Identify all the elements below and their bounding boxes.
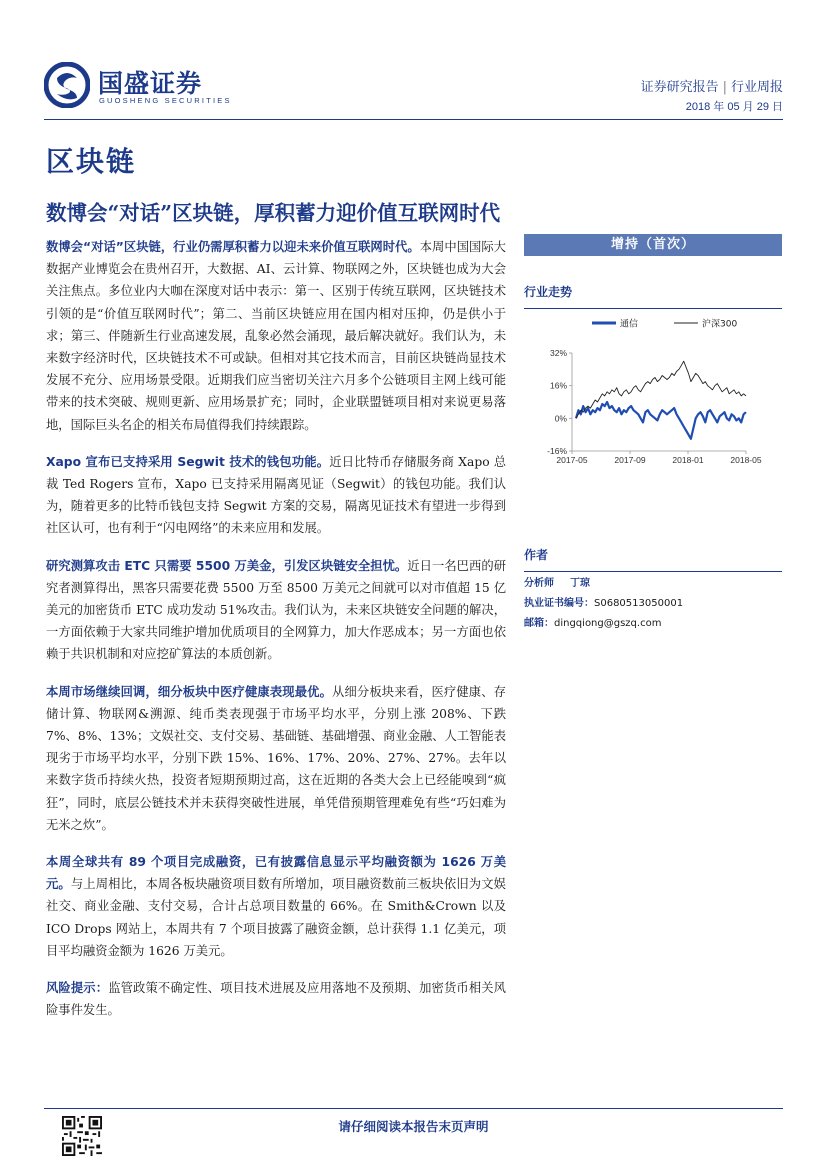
footer-divider bbox=[44, 1108, 783, 1109]
analyst-row bbox=[524, 575, 782, 592]
company-logo bbox=[44, 62, 234, 110]
trend-chart-svg bbox=[524, 313, 782, 463]
paragraph-xapo bbox=[46, 451, 506, 540]
paragraph-body: 从细分板块来看，医疗健康、存储计算、物联网&溯源、纯币类表现强于市场平均水平，分别上涨 208%、下跌 7%、8%、13%；文娱社交、支付交易、基础链、基础增强、商业金融、人工智能表现劣于市场平均水平，分别下跌 15%、16%、17%、20%、27%、27%。去年以来数字货币持续火热，投资者短期预期过高，这在近期的各类大会上已经能嗅到“疯狂”，同时，底层公链技术并未获得突破性进展，单凭借预期管理难免有些“巧妇难为无米之炊”。 bbox=[46, 684, 506, 832]
analyst-label: 分析师 bbox=[524, 578, 554, 589]
legend-label: 沪深300 bbox=[702, 319, 738, 330]
x-tick-label: 2018-01 bbox=[672, 455, 704, 463]
email-address[interactable]: dingqiong@gszq.com bbox=[554, 618, 662, 629]
paragraph-summary bbox=[46, 236, 506, 436]
paragraph-body: 近日一名巴西的研究者测算得出，黑客只需要花费 5500 万至 8500 万美元之间就可以对市值超 15 亿美元的加密货币 ETC 成功发动 51%攻击。我们认为，未来区块链安全问题的解决，一方面依赖于大家共同维护增加优质项目的全网算力，加大作恶成本；另一方面也依赖于共识机制和对应挖矿算法的本质创新。 bbox=[46, 558, 506, 662]
paragraph-market bbox=[46, 681, 506, 836]
y-tick-label: 16% bbox=[549, 380, 567, 391]
paragraph-lead: 研究测算攻击 ETC 只需要 5500 万美金，引发区块链安全担忧。 bbox=[46, 558, 408, 573]
report-type-label: 证券研究报告 bbox=[640, 80, 719, 95]
analyst-name: 丁琼 bbox=[570, 578, 590, 589]
email-label: 邮箱： bbox=[524, 618, 554, 629]
paragraph-body: 本周中国国际大数据产业博览会在贵州召开，大数据、AI、云计算、物联网之外，区块链也成为大会关注焦点。多位业内大咖在深度对话中表示：第一、区别于传统互联网，区块链技术引领的是“价值互联网时代”；第二、当前区块链应用在国内相对压抑，仍是供小于求；第三、伴随新生行业高速发展，乱象必然会涌现，最后解决就好。我们认为，未来数字经济时代，区块链技术不可或缺。但相对其它技术而言，目前区块链尚显技术发展不充分、应用场景受限。近期我们应当密切关注六月多个公链项目主网上线可能带来的技术突破、规则更新、应用场景扩充；同时，企业联盟链项目相对来说更易落地，国际巨头名企的相关布局值得我们持续跟踪。 bbox=[46, 240, 506, 432]
email-row bbox=[524, 615, 782, 632]
legend-label: 通信 bbox=[620, 319, 639, 330]
footer-disclaimer-note: 请仔细阅读本报告末页声明 bbox=[338, 1119, 489, 1134]
report-subtype-label: 行业周报 bbox=[730, 80, 783, 95]
paragraph-lead: 数博会“对话”区块链，行业仍需厚积蓄力以迎未来价值互联网时代。 bbox=[46, 240, 420, 254]
report-type bbox=[641, 76, 783, 95]
license-number: S0680513050001 bbox=[594, 598, 684, 609]
x-tick-label: 2017-09 bbox=[614, 455, 646, 463]
company-logo-icon bbox=[44, 62, 90, 108]
rating-badge: 增持（首次） bbox=[524, 234, 782, 256]
series-line-telecom bbox=[576, 402, 746, 439]
header-divider bbox=[44, 119, 783, 120]
paragraph-lead: 本周全球共有 89 个项目完成融资，已有披露信息显示平均融资额为 1626 万美元。 bbox=[46, 855, 506, 892]
logo-english-name: GUOSHENG SECURITIES bbox=[99, 96, 232, 105]
paragraph-lead: 风险提示： bbox=[46, 981, 109, 996]
license-label: 执业证书编号： bbox=[524, 598, 594, 609]
main-column bbox=[46, 236, 506, 1037]
x-tick-label: 2017-05 bbox=[556, 455, 588, 463]
report-date: 2018 年 05 月 29 日 bbox=[685, 101, 783, 113]
report-type-separator: | bbox=[722, 80, 727, 95]
y-tick-label: 32% bbox=[549, 348, 567, 358]
paragraph-financing bbox=[46, 851, 506, 962]
author-section-title: 作者 bbox=[524, 546, 782, 572]
paragraph-lead: 本周市场继续回调，细分板块中医疗健康表现最优。 bbox=[46, 684, 333, 699]
y-tick-label: 0% bbox=[554, 413, 567, 424]
paragraph-body: 监管政策不确定性、项目技术进展及应用落地不及预期、加密货币相关风险事件发生。 bbox=[46, 981, 506, 1018]
logo-chinese-name: 国盛证券 bbox=[98, 69, 203, 98]
license-row bbox=[524, 595, 782, 612]
paragraph-body: 近日比特币存储服务商 Xapo 总裁 Ted Rogers 宣布，Xapo 已支持采用隔离见证（Segwit）的钱包功能。我们认为，随着更多的比特币钱包支持 Segwit 方案的交易，隔离见证技术有望进一步得到社区认可，也有利于“闪电网络”的未来应用和发展。 bbox=[46, 454, 507, 536]
paragraph-lead: Xapo 宣布已支持采用 Segwit 技术的钱包功能。 bbox=[46, 454, 330, 469]
sector-title: 区块链 bbox=[46, 145, 137, 178]
series-line-csi300 bbox=[576, 361, 746, 418]
sidebar bbox=[524, 234, 782, 632]
paragraph-etc-attack bbox=[46, 555, 506, 666]
y-tick-label: -16% bbox=[547, 446, 567, 456]
paragraph-risk bbox=[46, 977, 506, 1021]
paragraph-body: 与上周相比，本周各板块融资项目数有所增加，项目融资数前三板块依旧为文娱社交、商业金融、支付交易，合计占总项目数量的 66%。在 Smith&Crown 以及 ICO Drops 网站上，本周共有 7 个项目披露了融资金额，总计获得 1.1 亿美元，项目平均融资金额为 1626 万美元。 bbox=[46, 877, 506, 958]
x-tick-label: 2018-05 bbox=[730, 455, 762, 463]
trend-section-title: 行业走势 bbox=[524, 283, 782, 309]
report-headline: 数博会“对话”区块链，厚积蓄力迎价值互联网时代 bbox=[46, 201, 501, 225]
trend-chart bbox=[524, 313, 782, 463]
